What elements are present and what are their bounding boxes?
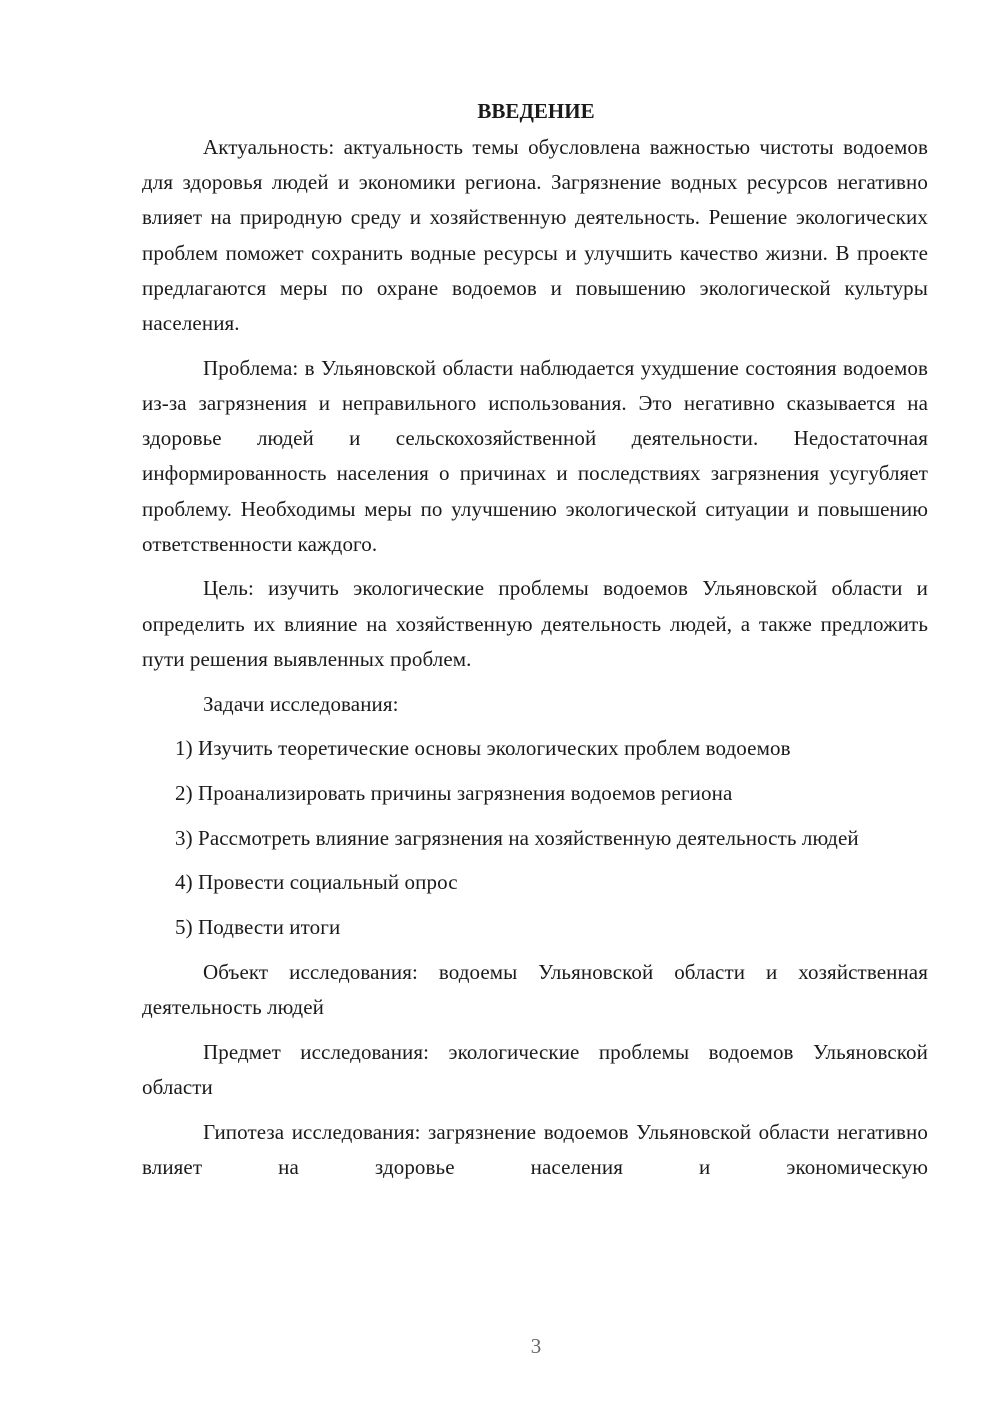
page-number: 3: [530, 1334, 542, 1358]
goal-paragraph: Цель: изучить экологические проблемы водоемов Ульяновской области и определить их влияние на хозяйственную деятельность людей, а также предложить пути решения выявленных проблем.: [142, 576, 928, 671]
page-title: ВВЕДЕНИЕ: [477, 99, 595, 123]
tasks-heading: Задачи исследования:: [203, 691, 399, 716]
task-item-1: 1) Изучить теоретические основы экологических проблем водоемов: [175, 736, 791, 761]
hypothesis-paragraph: Гипотеза исследования: загрязнение водоемов Ульяновской области негативно влияет на здоровье населения и экономическую: [142, 1119, 928, 1179]
task-item-3: 3) Рассмотреть влияние загрязнения на хозяйственную деятельность людей: [175, 825, 859, 850]
document-page: [142, 96, 928, 1194]
relevance-paragraph: Актуальность: актуальность темы обусловлена важностью чистоты водоемов для здоровья людей и экономики региона. Загрязнение водных ресурсов негативно влияет на природную среду и хозяйственную деятельность. Решение экологических проблем поможет сохранить водные ресурсы и улучшить качество жизни. В проекте предлагаются меры по охране водоемов и повышению экологической культуры населения.: [142, 135, 928, 336]
task-item-5: 5) Подвести итоги: [175, 915, 341, 940]
subject-paragraph: Предмет исследования: экологические проблемы водоемов Ульяновской области: [142, 1039, 928, 1099]
task-item-4: 4) Провести социальный опрос: [175, 870, 458, 895]
object-paragraph: Объект исследования: водоемы Ульяновской области и хозяйственная деятельность людей: [142, 959, 928, 1019]
problem-paragraph: Проблема: в Ульяновской области наблюдается ухудшение состояния водоемов из-за загрязнения и неправильного использования. Это негативно сказывается на здоровье людей и сельскохозяйственной деятельности. Недостаточная информированность населения о причинах и последствиях загрязнения усугубляет проблему. Необходимы меры по улучшению экологической ситуации и повышению ответственности каждого.: [142, 355, 928, 556]
task-item-2: 2) Проанализировать причины загрязнения водоемов региона: [175, 780, 733, 805]
